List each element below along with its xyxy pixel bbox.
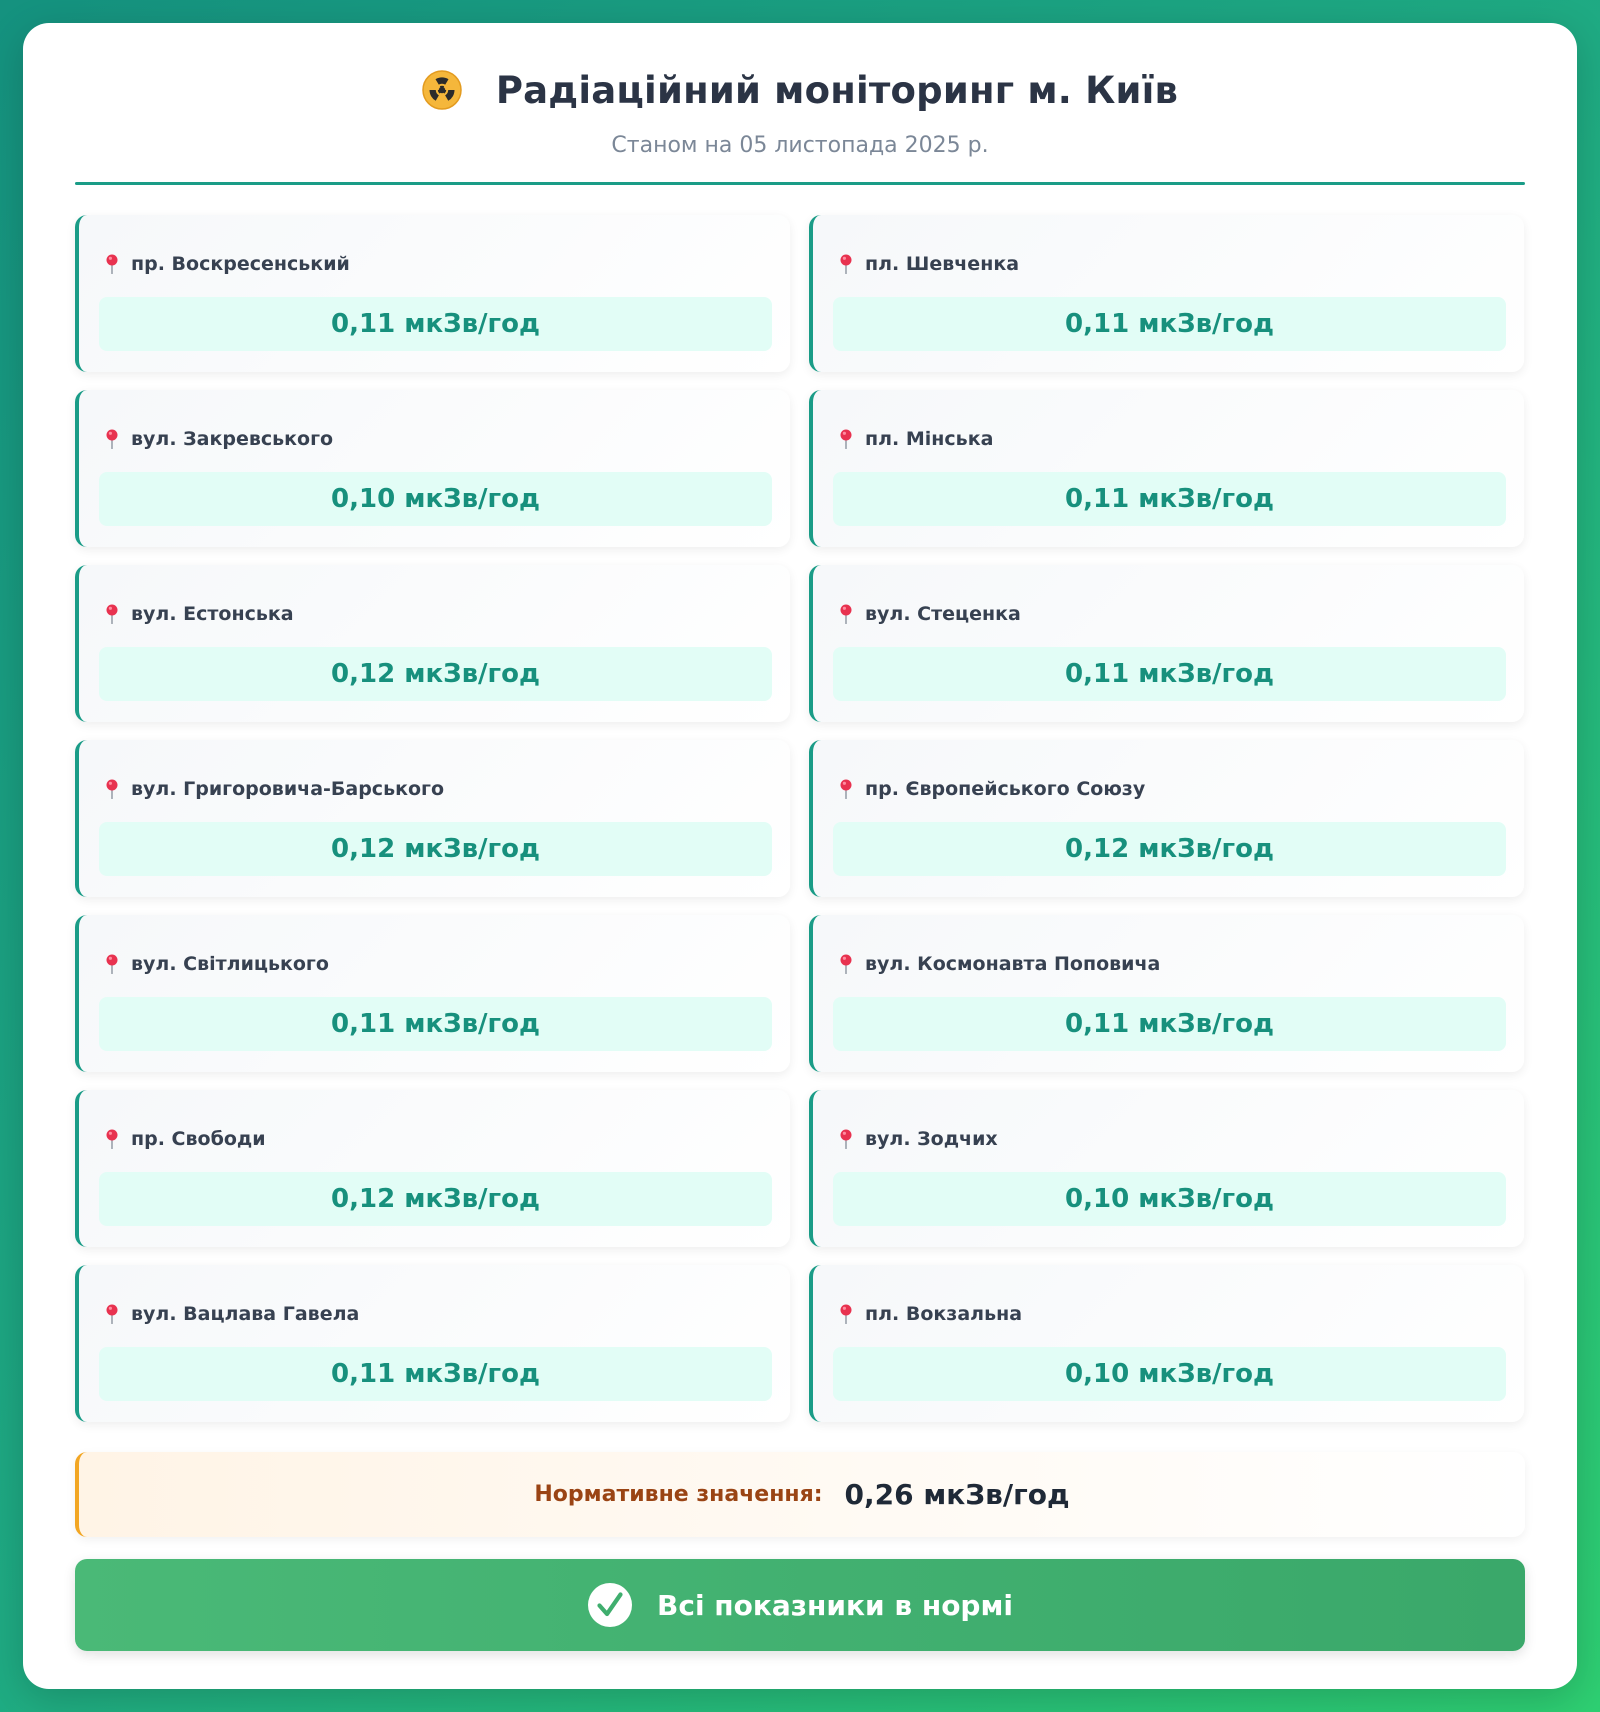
station-card-11 bbox=[75, 1090, 790, 1247]
pin-icon bbox=[839, 779, 853, 799]
pin-icon bbox=[105, 779, 119, 799]
station-name-row bbox=[833, 776, 1506, 802]
pin-icon bbox=[105, 254, 119, 274]
norm-value: 0,26 мкЗв/год bbox=[844, 1478, 1070, 1511]
station-name-row bbox=[99, 251, 772, 277]
pin-icon bbox=[105, 1129, 119, 1149]
header bbox=[75, 23, 1525, 185]
station-card-12 bbox=[809, 1090, 1524, 1247]
station-value: 0,10 мкЗв/год bbox=[99, 472, 772, 526]
station-name: пр. Воскресенський bbox=[131, 253, 350, 275]
pin-icon bbox=[839, 604, 853, 624]
page-title: Радіаційний моніторинг м. Київ bbox=[495, 68, 1179, 112]
pin-icon bbox=[839, 1129, 853, 1149]
station-card-1 bbox=[75, 215, 790, 372]
station-name-row bbox=[99, 426, 772, 452]
norm-panel bbox=[75, 1452, 1525, 1537]
station-value: 0,12 мкЗв/год bbox=[99, 1172, 772, 1226]
station-value: 0,12 мкЗв/год bbox=[833, 822, 1506, 876]
station-name-row bbox=[99, 1126, 772, 1152]
monitoring-card bbox=[23, 23, 1577, 1689]
station-card-14 bbox=[809, 1265, 1524, 1422]
station-value: 0,11 мкЗв/год bbox=[833, 647, 1506, 701]
station-name: вул. Космонавта Поповича bbox=[865, 953, 1161, 975]
station-value: 0,11 мкЗв/год bbox=[833, 997, 1506, 1051]
pin-icon bbox=[839, 429, 853, 449]
station-name-row bbox=[833, 251, 1506, 277]
station-card-2 bbox=[809, 215, 1524, 372]
station-name: вул. Світлицького bbox=[131, 953, 329, 975]
station-value: 0,11 мкЗв/год bbox=[99, 1347, 772, 1401]
stations-grid bbox=[75, 215, 1525, 1422]
header-divider bbox=[75, 182, 1525, 185]
station-value: 0,10 мкЗв/год bbox=[833, 1347, 1506, 1401]
pin-icon bbox=[839, 1304, 853, 1324]
station-card-9 bbox=[75, 915, 790, 1072]
station-card-10 bbox=[809, 915, 1524, 1072]
pin-icon bbox=[105, 429, 119, 449]
station-card-4 bbox=[809, 390, 1524, 547]
pin-icon bbox=[105, 954, 119, 974]
norm-label: Нормативне значення: bbox=[534, 1482, 823, 1507]
station-name: вул. Григоровича-Барського bbox=[131, 778, 445, 800]
station-card-8 bbox=[809, 740, 1524, 897]
station-name-row bbox=[833, 601, 1506, 627]
station-value: 0,10 мкЗв/год bbox=[833, 1172, 1506, 1226]
station-name-row bbox=[833, 1126, 1506, 1152]
station-name: вул. Закревського bbox=[131, 428, 334, 450]
station-card-13 bbox=[75, 1265, 790, 1422]
station-card-6 bbox=[809, 565, 1524, 722]
station-value: 0,11 мкЗв/год bbox=[833, 297, 1506, 351]
station-value: 0,12 мкЗв/год bbox=[99, 647, 772, 701]
station-card-5 bbox=[75, 565, 790, 722]
station-value: 0,11 мкЗв/год bbox=[833, 472, 1506, 526]
station-value: 0,12 мкЗв/год bbox=[99, 822, 772, 876]
pin-icon bbox=[839, 254, 853, 274]
station-name-row bbox=[99, 951, 772, 977]
status-banner bbox=[75, 1559, 1525, 1651]
title-row bbox=[75, 65, 1525, 115]
station-name: пр. Європейського Союзу bbox=[865, 778, 1146, 800]
station-value: 0,11 мкЗв/год bbox=[99, 297, 772, 351]
station-name: пр. Свободи bbox=[131, 1128, 266, 1150]
station-name-row bbox=[833, 426, 1506, 452]
station-name: вул. Зодчих bbox=[865, 1128, 998, 1150]
station-name-row bbox=[99, 1301, 772, 1327]
check-icon bbox=[587, 1582, 633, 1628]
station-card-3 bbox=[75, 390, 790, 547]
station-name-row bbox=[833, 1301, 1506, 1327]
station-name-row bbox=[99, 776, 772, 802]
pin-icon bbox=[105, 1304, 119, 1324]
station-name: вул. Естонська bbox=[131, 603, 294, 625]
station-card-7 bbox=[75, 740, 790, 897]
station-name-row bbox=[99, 601, 772, 627]
station-name-row bbox=[833, 951, 1506, 977]
station-name: пл. Вокзальна bbox=[865, 1303, 1023, 1325]
station-name: вул. Стеценка bbox=[865, 603, 1021, 625]
station-name: пл. Шевченка bbox=[865, 253, 1020, 275]
pin-icon bbox=[839, 954, 853, 974]
station-name: вул. Вацлава Гавела bbox=[131, 1303, 360, 1325]
radiation-icon bbox=[422, 70, 462, 110]
page-subtitle: Станом на 05 листопада 2025 р. bbox=[611, 133, 989, 158]
station-value: 0,11 мкЗв/год bbox=[99, 997, 772, 1051]
status-text: Всі показники в нормі bbox=[657, 1588, 1013, 1622]
station-name: пл. Мінська bbox=[865, 428, 994, 450]
pin-icon bbox=[105, 604, 119, 624]
